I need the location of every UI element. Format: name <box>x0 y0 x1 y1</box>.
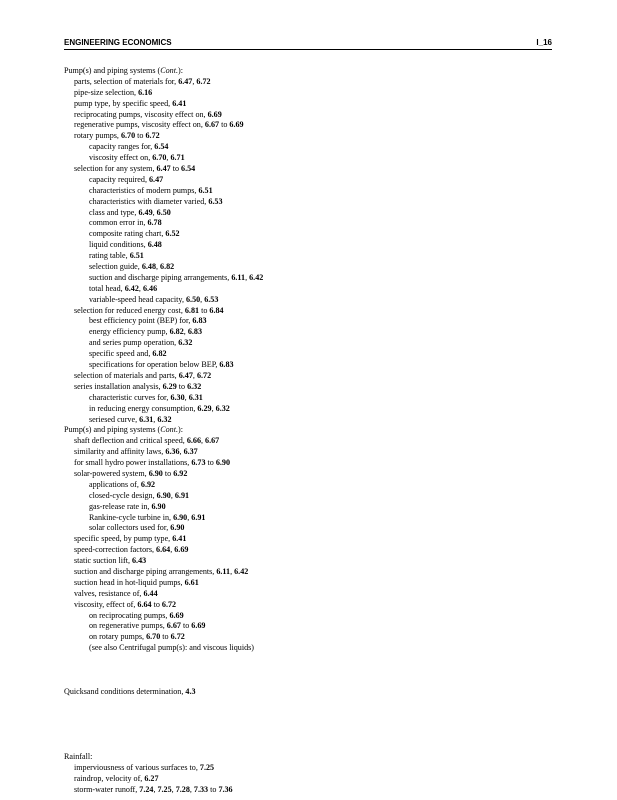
page-reference: 6.37 <box>183 447 198 457</box>
page-reference: 6.11 <box>216 566 231 576</box>
entry-text: raindrop, velocity of, <box>74 773 145 783</box>
entry-text: , <box>153 784 158 794</box>
index-subentry <box>64 567 564 578</box>
page-reference: 6.48 <box>141 262 156 272</box>
page-reference: 6.84 <box>209 305 224 315</box>
entry-text: variable-speed head capacity, <box>89 294 186 304</box>
page-reference: 6.47 <box>178 370 193 380</box>
entry-text: and series pump operation, <box>89 338 179 348</box>
index-subentry <box>64 480 564 491</box>
entry-text: to <box>208 784 219 794</box>
index-subentry <box>64 110 564 121</box>
page-reference: 6.70 <box>120 131 136 141</box>
entry-text: , <box>170 545 175 555</box>
index-subentry <box>64 240 564 251</box>
page-reference: 6.90 <box>173 512 188 522</box>
page-reference: 6.47 <box>149 174 164 184</box>
page-reference: 6.41 <box>172 534 187 544</box>
page-reference: 6.47 <box>178 76 193 86</box>
entry-text: to <box>160 632 171 642</box>
index-subentry <box>64 611 564 622</box>
page-reference: 6.64 <box>137 599 152 609</box>
page-reference: 6.41 <box>172 98 187 108</box>
entry-text: , <box>189 784 194 794</box>
entry-text: on rotary pumps, <box>89 632 147 642</box>
page-reference: 6.83 <box>219 360 234 370</box>
entry-text: , <box>152 207 157 217</box>
index-heading <box>64 425 564 436</box>
index-subentry <box>64 621 564 632</box>
entry-text: gas-release rate in, <box>89 501 152 511</box>
page-number: I_16 <box>536 38 552 47</box>
index-subentry <box>64 142 564 153</box>
entry-spacer <box>64 654 564 687</box>
entry-text: specifications for operation below BEP, <box>89 360 220 370</box>
entry-text: regenerative pumps, viscosity effect on, <box>74 120 205 130</box>
entry-text: speed-correction factors, <box>74 545 157 555</box>
entry-text: , <box>166 153 171 163</box>
entry-text: characteristics of modern pumps, <box>89 185 199 195</box>
page-reference: 6.69 <box>169 610 184 620</box>
page-reference: 6.32 <box>157 414 172 424</box>
entry-text: , <box>245 272 250 282</box>
index-subentry <box>64 262 564 273</box>
index-subentry <box>64 175 564 186</box>
page-reference: 6.48 <box>147 240 162 250</box>
page-reference: 6.69 <box>207 109 222 119</box>
index-subentry <box>64 295 564 306</box>
index-subentry <box>64 415 564 426</box>
entry-text: , <box>192 370 197 380</box>
page-reference: 6.51 <box>129 251 144 261</box>
page-reference: 6.67 <box>204 120 220 130</box>
entry-text: selection for any system, <box>74 164 157 174</box>
page-reference: 6.31 <box>139 414 154 424</box>
page-reference: 6.11 <box>231 272 246 282</box>
page-reference: 6.54 <box>181 164 196 174</box>
entry-text: Pump(s) and piping systems ( <box>64 66 161 75</box>
index-subentry <box>64 589 564 600</box>
index-subentry <box>64 99 564 110</box>
page-reference: 6.49 <box>138 207 153 217</box>
entry-text: suction and discharge piping arrangements, <box>89 272 232 282</box>
entry-text: , <box>179 447 184 457</box>
entry-text: shaft deflection and critical speed, <box>74 436 187 446</box>
entry-text: parts, selection of materials for, <box>74 76 179 86</box>
entry-text: solar collectors used for, <box>89 523 171 533</box>
page-reference: 6.90 <box>151 501 166 511</box>
entry-text: static suction lift, <box>74 556 132 566</box>
entry-text: pump type, by specific speed, <box>74 98 173 108</box>
entry-text: to <box>219 120 230 130</box>
entry-text: composite rating chart, <box>89 229 166 239</box>
entry-text: common error in, <box>89 218 148 228</box>
index-subentry <box>64 469 564 480</box>
index-subentry <box>64 578 564 589</box>
entry-text: selection of materials and parts, <box>74 370 179 380</box>
entry-text: applications of, <box>89 479 141 489</box>
index-subentry <box>64 534 564 545</box>
page-reference: 6.47 <box>156 164 171 174</box>
entry-spacer <box>64 730 564 752</box>
index-subentry <box>64 306 564 317</box>
page-reference: 6.50 <box>186 294 201 304</box>
index-subentry <box>64 338 564 349</box>
entry-text: , <box>170 490 175 500</box>
entry-text: , <box>138 283 143 293</box>
page-reference: 6.54 <box>154 142 169 152</box>
index-subentry <box>64 632 564 643</box>
page-reference: 6.42 <box>124 283 139 293</box>
entry-text: rotary pumps, <box>74 131 121 141</box>
index-subentry <box>64 360 564 371</box>
page-reference: 6.16 <box>138 87 153 97</box>
index-subentry <box>64 88 564 99</box>
entry-text: selection guide, <box>89 262 142 272</box>
page-reference: 6.29 <box>162 381 177 391</box>
index-heading <box>64 687 564 698</box>
header-title: ENGINEERING ECONOMICS <box>64 38 172 47</box>
index-subentry <box>64 643 564 654</box>
page-reference: 6.66 <box>186 436 201 446</box>
page-reference: 6.52 <box>165 229 180 239</box>
index-subentry <box>64 785 564 796</box>
entry-text: seriesed curve, <box>89 414 140 424</box>
entry-text: selection for reduced energy cost, <box>74 305 185 315</box>
page-reference: 6.82 <box>169 327 184 337</box>
page-reference: 6.83 <box>192 316 207 326</box>
entry-text: to <box>205 458 216 468</box>
entry-text: closed-cycle design, <box>89 490 157 500</box>
page-reference: 7.33 <box>193 784 209 794</box>
entry-text: pipe-size selection, <box>74 87 139 97</box>
page-reference: 6.69 <box>191 621 206 631</box>
entry-text: to <box>151 599 162 609</box>
page-reference: 6.50 <box>156 207 171 217</box>
index-subentry <box>64 393 564 404</box>
index-subentry <box>64 371 564 382</box>
index-entries <box>64 66 564 796</box>
index-subentry <box>64 600 564 611</box>
page-reference: 6.92 <box>173 468 188 478</box>
index-subentry <box>64 164 564 175</box>
page-reference: 6.71 <box>170 153 185 163</box>
entry-text: for small hydro power installations, <box>74 458 192 468</box>
index-subentry <box>64 491 564 502</box>
entry-text: liquid conditions, <box>89 240 148 250</box>
page-reference: 6.46 <box>142 283 158 293</box>
index-subentry <box>64 763 564 774</box>
entry-text: in reducing energy consumption, <box>89 403 198 413</box>
page-reference: 6.70 <box>146 632 161 642</box>
entry-text: Rainfall: <box>64 752 93 762</box>
index-subentry <box>64 513 564 524</box>
index-subentry <box>64 208 564 219</box>
index-subentry <box>64 523 564 534</box>
page-reference: 6.67 <box>205 436 220 446</box>
index-subentry <box>64 349 564 360</box>
page-reference: 6.90 <box>215 458 231 468</box>
entry-text: imperviousness of various surfaces to, <box>74 763 200 773</box>
entry-text: valves, resistance of, <box>74 588 144 598</box>
entry-text: ): <box>178 66 183 75</box>
page-reference: 6.92 <box>140 479 156 489</box>
page-reference: 6.69 <box>229 120 244 130</box>
entry-text: , <box>230 566 235 576</box>
index-subentry <box>64 284 564 295</box>
page-reference: 6.91 <box>191 512 206 522</box>
entry-text: class and type, <box>89 207 139 217</box>
entry-text: (see also Centrifugal pump(s): and viscous liquids) <box>89 643 254 653</box>
index-subentry <box>64 316 564 327</box>
entry-text: , <box>187 512 192 522</box>
index-subentry <box>64 545 564 556</box>
index-subentry <box>64 197 564 208</box>
entry-text: capacity ranges for, <box>89 142 155 152</box>
page-reference: 6.72 <box>170 632 185 642</box>
entry-text: , <box>184 392 189 402</box>
page-reference: 7.28 <box>175 784 190 794</box>
page-reference: 6.67 <box>166 621 181 631</box>
entry-text: to <box>199 305 210 315</box>
entry-text: specific speed, by pump type, <box>74 534 173 544</box>
index-subentry <box>64 447 564 458</box>
page-reference: 6.72 <box>196 370 212 380</box>
entry-text: to <box>180 621 192 631</box>
page-reference: 6.44 <box>143 588 158 598</box>
page-reference: 6.32 <box>215 403 230 413</box>
page-reference: 6.90 <box>170 523 185 533</box>
page-reference: 6.36 <box>165 447 180 457</box>
page-reference: 6.82 <box>152 349 167 359</box>
entry-text: , <box>211 403 216 413</box>
entry-text: series installation analysis, <box>74 381 163 391</box>
index-subentry <box>64 251 564 262</box>
entry-text: energy efficiency pump, <box>89 327 170 337</box>
entry-text: Rankine-cycle turbine in, <box>89 512 174 522</box>
entry-text: , <box>192 76 197 86</box>
index-subentry <box>64 131 564 142</box>
page-reference: 6.72 <box>145 131 160 141</box>
page-reference: 6.83 <box>187 327 202 337</box>
page-reference: 6.72 <box>161 599 177 609</box>
entry-text: to <box>135 131 146 141</box>
entry-text: storm-water runoff, <box>74 784 140 794</box>
entry-text: , <box>171 784 176 794</box>
page-reference: 6.32 <box>178 338 193 348</box>
entry-text: total head, <box>89 283 125 293</box>
index-subentry <box>64 436 564 447</box>
entry-text: viscosity effect on, <box>89 153 153 163</box>
index-heading <box>64 752 564 763</box>
page-reference: 6.53 <box>208 196 223 206</box>
page-reference: 6.64 <box>156 545 171 555</box>
entry-text: rating table, <box>89 251 130 261</box>
page-reference: 6.82 <box>160 262 175 272</box>
page-reference: 6.73 <box>191 458 206 468</box>
entry-text: to <box>162 468 174 478</box>
entry-text: , <box>183 327 188 337</box>
entry-text: Pump(s) and piping systems ( <box>64 425 161 435</box>
page-reference: 6.69 <box>174 545 189 555</box>
index-subentry <box>64 774 564 785</box>
index-subentry <box>64 502 564 513</box>
page-reference: 6.31 <box>188 392 203 402</box>
index-subentry <box>64 273 564 284</box>
page-reference: 6.32 <box>187 381 202 391</box>
index-subentry <box>64 186 564 197</box>
page-reference: 6.72 <box>196 76 211 86</box>
entry-text: , <box>153 414 158 424</box>
entry-text: similarity and affinity laws, <box>74 447 166 457</box>
page-reference: 7.25 <box>157 784 172 794</box>
page-reference: 6.42 <box>249 272 264 282</box>
index-subentry <box>64 327 564 338</box>
page-reference: 7.24 <box>139 784 154 794</box>
running-header <box>64 38 552 50</box>
entry-text: suction and discharge piping arrangements, <box>74 566 217 576</box>
entry-text: , <box>200 294 205 304</box>
entry-spacer <box>64 698 564 731</box>
page-reference: 6.51 <box>198 185 213 195</box>
page-reference: 6.30 <box>170 392 185 402</box>
page-reference: 4.3 <box>185 686 196 696</box>
page-reference: 6.29 <box>197 403 212 413</box>
page-reference: 6.78 <box>147 218 162 228</box>
page-reference: 7.25 <box>199 763 215 773</box>
page-reference: 6.61 <box>184 577 199 587</box>
index-subentry <box>64 458 564 469</box>
page-reference: 6.42 <box>234 566 249 576</box>
entry-text: Quicksand conditions determination, <box>64 686 186 696</box>
index-subentry <box>64 77 564 88</box>
page-reference: 6.43 <box>132 556 147 566</box>
entry-text: best efficiency point (BEP) for, <box>89 316 193 326</box>
entry-text: on reciprocating pumps, <box>89 610 170 620</box>
entry-text: to <box>176 381 188 391</box>
index-subentry <box>64 382 564 393</box>
entry-text: , <box>201 436 206 446</box>
entry-text: ): <box>178 425 183 435</box>
page-reference: 6.53 <box>204 294 219 304</box>
entry-text: viscosity, effect of, <box>74 599 138 609</box>
index-subentry <box>64 218 564 229</box>
entry-text: characteristics with diameter varied, <box>89 196 209 206</box>
entry-text: capacity required, <box>89 174 149 184</box>
entry-text: to <box>170 164 182 174</box>
index-subentry <box>64 404 564 415</box>
page-reference: 6.90 <box>156 490 171 500</box>
page-reference: 6.91 <box>174 490 190 500</box>
index-subentry <box>64 153 564 164</box>
index-subentry <box>64 229 564 240</box>
entry-text: , <box>156 262 161 272</box>
entry-text: on regenerative pumps, <box>89 621 167 631</box>
entry-text: specific speed and, <box>89 349 153 359</box>
page-reference: 6.27 <box>144 773 159 783</box>
entry-text: solar-powered system, <box>74 468 149 478</box>
entry-text: reciprocating pumps, viscosity effect on, <box>74 109 208 119</box>
page-reference: 7.36 <box>218 784 233 794</box>
entry-text: suction head in hot-liquid pumps, <box>74 577 185 587</box>
index-heading <box>64 66 564 77</box>
index-subentry <box>64 120 564 131</box>
italic-text: Cont. <box>160 66 178 75</box>
index-subentry <box>64 556 564 567</box>
page-reference: 6.81 <box>184 305 200 315</box>
italic-text: Cont. <box>160 425 178 435</box>
entry-text: characteristic curves for, <box>89 392 171 402</box>
page-reference: 6.70 <box>152 153 167 163</box>
page-reference: 6.90 <box>148 468 163 478</box>
